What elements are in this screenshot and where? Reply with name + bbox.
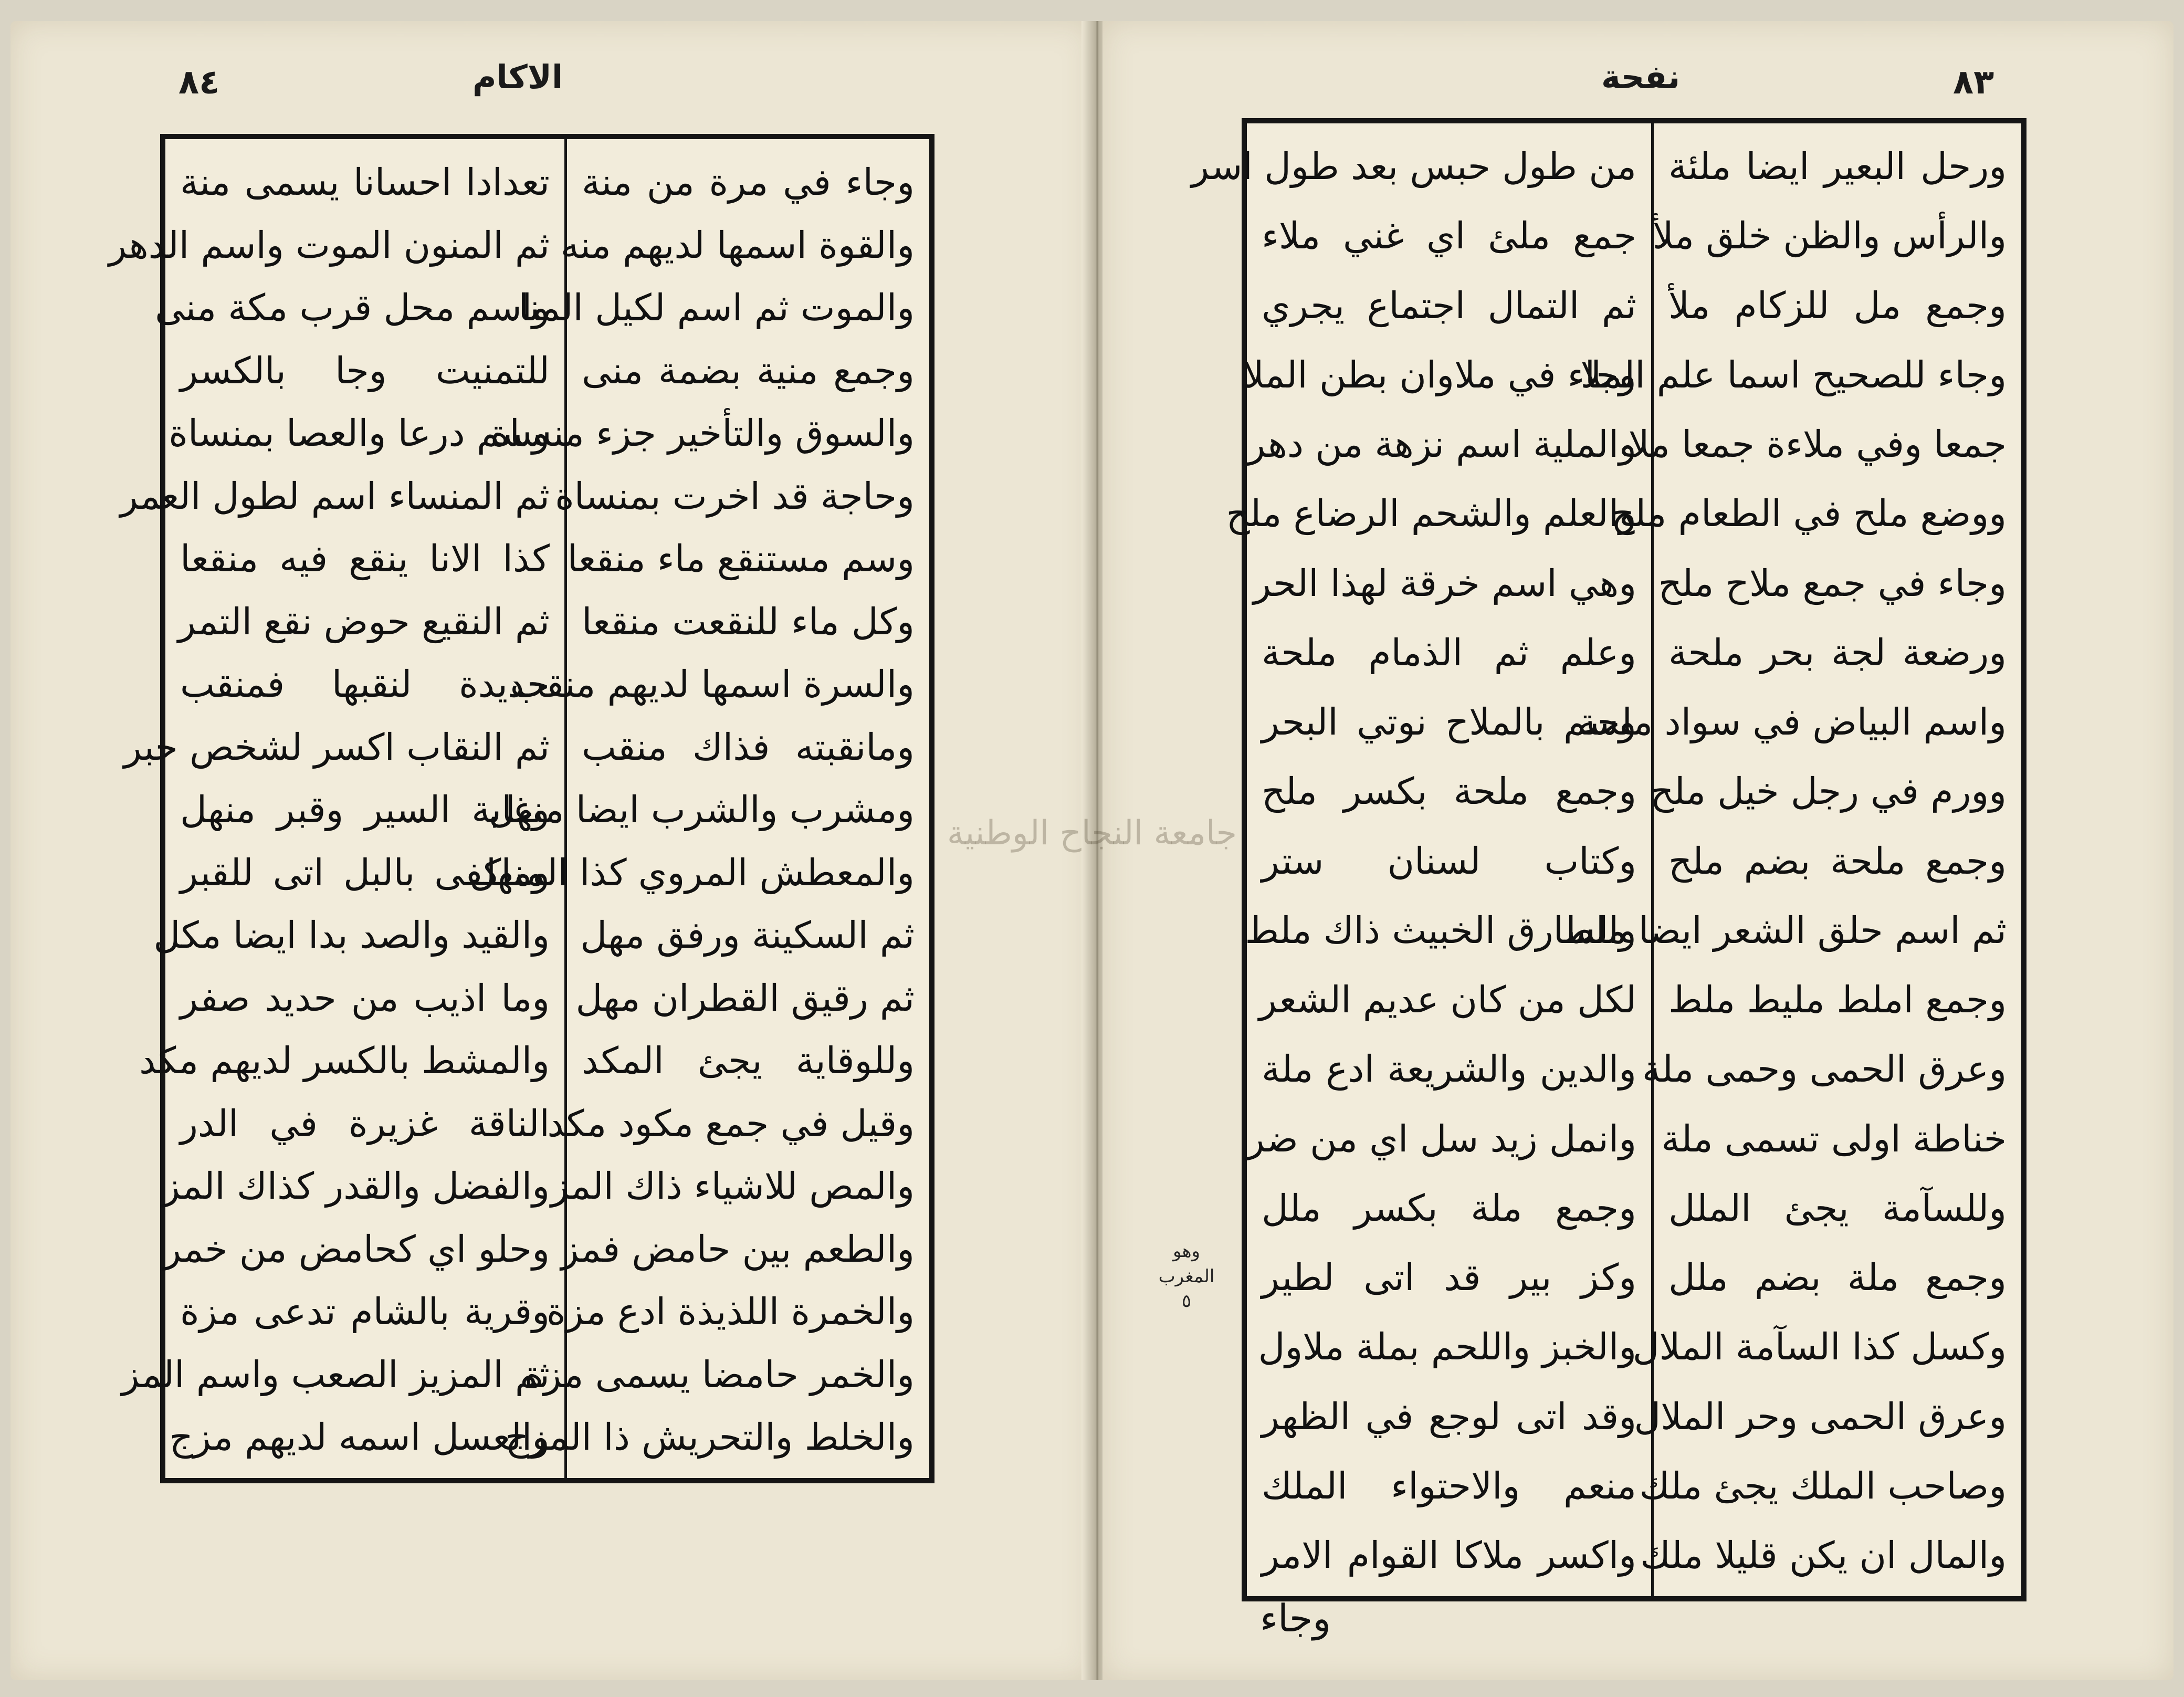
verse-line: ثم المزيز الصعب واسم المز [121,1353,550,1396]
verse-line: حديدة لنقبها فمنقب [180,663,550,706]
verse-line: والرأس والظن خلق ملأ [1652,214,2007,258]
verse-line: وقد اتى لوجع في الظهر [1262,1395,1636,1438]
verse-line: والخبز واللحم بملة ملاول [1258,1325,1636,1369]
margin-note [1152,1239,1221,1314]
verse-line: واكسر ملاكا القوام الامر [1262,1534,1636,1577]
verse-line: وعلم ثم الذمام ملحة [1262,631,1636,674]
margin-note-line: المغرب [1158,1265,1215,1287]
verse-line: والملية اسم نزهة من دهر [1247,423,1636,466]
margin-note-line: ٥ [1181,1291,1192,1312]
verse-line: ثم رقيق القطران مهل [575,976,915,1020]
verse-line: وجمع ملة بضم ملل [1668,1256,2007,1299]
verse-line: وجمع ملحة بكسر ملح [1262,770,1636,813]
right-page-number: ٨٣ [1953,63,1994,102]
left-page-text-frame [109,134,934,1483]
verse-line: وكسل كذا السآمة الملال [1632,1325,2007,1369]
verse-line: وانمل زيد سل اي من ضر [1246,1117,1636,1160]
verse-line: وجاء للصحيح اسما علم الملا [1580,353,2007,396]
verse-line: والقوة اسمها لديهم منه [560,223,915,267]
verse-line: وماكفى بالبل اتى للقبر [180,851,550,894]
verse-line: وقرية بالشام تدعى مزة [180,1290,550,1333]
verse-line: والفضل والقدر كذاك المز [162,1165,550,1208]
verse-line: والخمر حامضا يسمى مزة [524,1353,915,1396]
verse-line: وجمع ملة بكسر ملل [1262,1186,1636,1230]
verse-line: كذا الانا ينقع فيه منقعا [180,537,550,580]
verse-line: ورضعة لجة بحر ملحة [1668,631,2007,674]
verse-line: وجاء في جمع ملاح ملح [1658,561,2007,605]
catchword: وجاء [1260,1596,1331,1640]
right-page-text-frame [1191,118,2026,1601]
margin-note-line: وهو [1173,1241,1200,1262]
verse-line: وورم في رجل خيل ملح [1650,770,2007,813]
left-page-right-column [469,139,929,1478]
left-page-header-title: الاكام [472,58,563,96]
verse-line: ومشرب والشرب ايضا منهل [488,788,915,831]
verse-line: الناقة غزيرة في الدر [180,1102,550,1145]
verse-line: وكتاب لسنان ستر [1262,839,1636,883]
verse-line: وسم درعا والعصا بمنساة [169,412,550,455]
verse-line: والقيد والصد بدا ايضا مكل [153,914,550,957]
verse-line: والطعم بين حامض فمز [561,1227,915,1271]
verse-line: وهي اسم خرقة لهذا الحر [1253,561,1636,605]
verse-line: وسم بالملاح نوتي البحر [1262,700,1636,743]
verse-line: وجاء في ملاوان بطن الملا [1243,353,1636,396]
verse-line: ثم المنساء اسم لطول العمر [120,474,550,518]
verse-line: ثم التمال اجتماع يجري [1262,284,1636,327]
verse-line: وجاء في مرة من منة [582,161,915,204]
verse-line: منعم والاحتواء الملك [1262,1464,1636,1507]
verse-line: لكل من كان عديم الشعر [1258,978,1636,1021]
verse-line: والمال ان يكن قليلا ملك [1640,1534,2007,1577]
verse-line: ووضع ملح في الطعام ملح [1611,492,2007,536]
verse-line: والمشط بالكسر لديهم مكد [139,1039,550,1082]
verse-line: من طول حبس بعد طول اسر [1191,145,1636,188]
verse-line: وسم مستنقع ماء منقعا [567,537,915,580]
verse-line: واسم البياض في سواد ملحة [1577,700,2007,743]
verse-line: والموت ثم اسم لكيل المنا [518,286,915,329]
verse-line: ثم النقيع حوض نقع التمر [178,600,550,643]
verse-line: ثم اسم حلق الشعر ايضا ملط [1560,908,2007,952]
right-page-header-title: نفحة [1601,58,1681,96]
verse-line: تعدادا احسانا يسمى منة [180,161,550,204]
verse-line: وللسآمة يجئ الملل [1668,1186,2007,1230]
verse-line: وجمع املط مليط ملط [1668,978,2007,1021]
verse-line: وكل ماء للنقعت منقعا [582,600,915,643]
verse-line: والسرة اسمها لديهم منقب [510,663,915,706]
right-page-right-column [1560,123,2021,1596]
verse-line: وللوقاية يجئ المكد [582,1039,915,1082]
verse-line: ورحل البعير ايضا ملئة [1668,145,2007,188]
verse-line: وعرق الحمى وحمى ملة [1642,1047,2007,1091]
verse-line: ثم المنون الموت واسم الدهر [109,223,550,267]
verse-line: والمص للاشياء ذاك المز [551,1165,915,1208]
verse-line: وجمع ملحة بضم ملح [1668,839,2007,883]
watermark: جامعة النجاح الوطنية [947,814,1237,853]
verse-line: والسارق الخبيث ذاك ملط [1245,908,1636,952]
verse-line: وعرق الحمى وحر الملال [1634,1395,2007,1438]
verse-line: جمعا وفي ملاءة جمعا ملا [1628,423,2007,466]
verse-line: ومانقبته فذاك منقب [582,725,915,769]
verse-line: وجمع مل للزكام ملأ [1668,284,2007,327]
verse-line: وغاية السير وقبر منهل [180,788,550,831]
verse-line: وحاجة قد اخرت بمنساة [555,474,915,518]
verse-line: والسوق والتأخير جزء منساة [490,412,915,455]
verse-line: والعلم والشحم الرضاع ملح [1226,492,1636,536]
verse-line: ثم النقاب اكسر لشخص حبر [123,725,550,769]
verse-line: جمع ملئ اي غني ملاء [1262,214,1636,258]
verse-line: وكز بير قد اتى لطير [1262,1256,1636,1299]
verse-line: والخمرة اللذيذة ادع مزة [546,1290,915,1333]
verse-line: والعسل اسمه لديهم مزج [169,1416,550,1459]
verse-line: والخلط والتحريش ذا المزج [505,1416,915,1459]
verse-line: وصاحب الملك يجئ ملك [1639,1464,2007,1507]
verse-line: واسم محل قرب مكة منى [155,286,550,329]
verse-line: وما اذيب من حديد صفر [180,976,550,1020]
verse-line: والمعطش المروي كذا المنهل [469,851,915,894]
verse-line: وحلو اي كحامض من خمر [163,1227,550,1271]
verse-line: وجمع منية بضمة منى [582,349,915,392]
verse-line: والدين والشريعة ادع ملة [1262,1047,1636,1091]
right-page-left-column [1191,123,1651,1596]
left-page-number: ٨٤ [178,63,220,102]
verse-line: خناطة اولى تسمى ملة [1661,1117,2007,1160]
verse-line: للتمنيت وجا بالكسر [180,349,550,392]
verse-line: وقيل في جمع مكود مكد [547,1102,915,1145]
verse-line: ثم السكينة ورفق مهل [580,914,915,957]
